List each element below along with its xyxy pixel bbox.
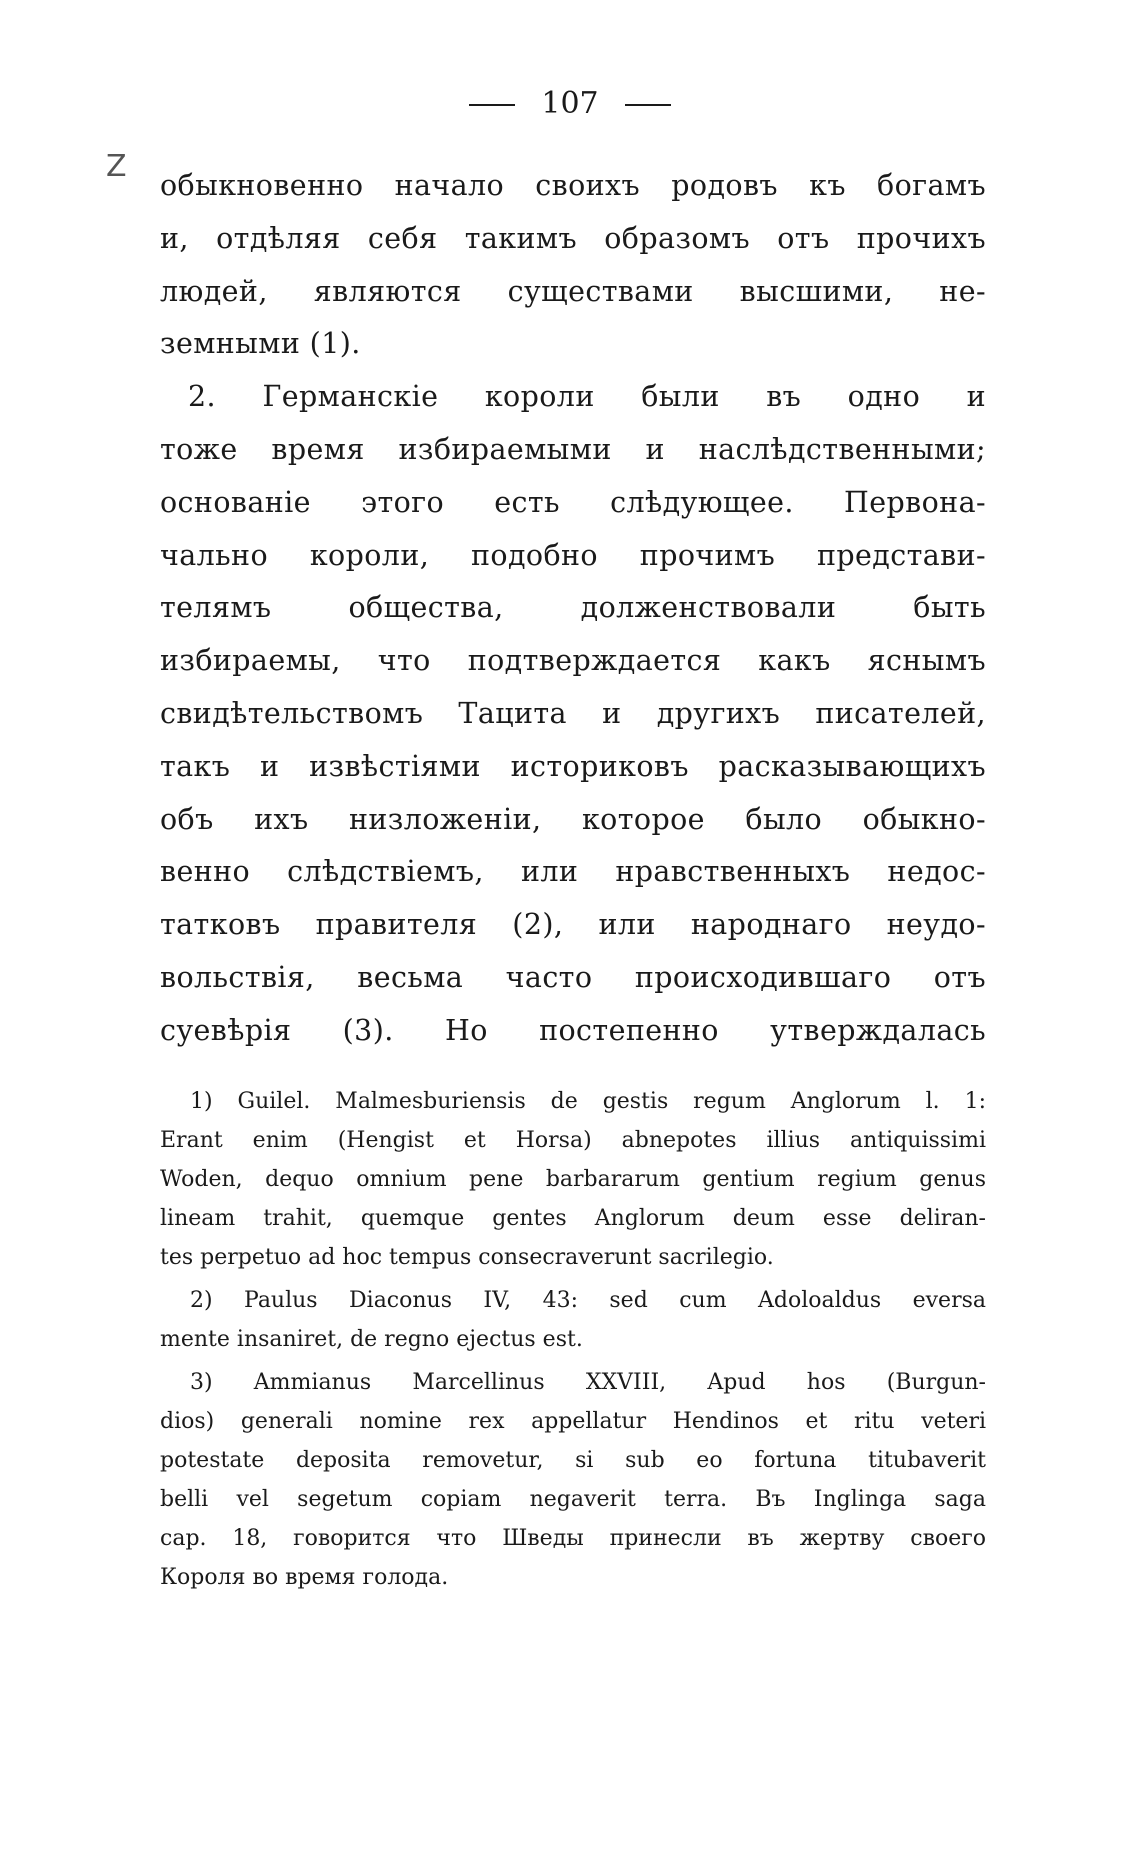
header-dash-left xyxy=(469,104,515,106)
text-line: чально короли, подобно прочимъ представи- xyxy=(160,538,986,572)
text-line: вольствія, весьма часто происходившаго отъ xyxy=(160,960,986,994)
paragraph-1 xyxy=(160,160,986,371)
text-line: и, отдѣляя себя такимъ образомъ отъ прочихъ xyxy=(160,221,986,255)
footnote-line: Короля во время голода. xyxy=(160,1565,449,1590)
footnote-line: tes perpetuo ad hoc tempus consecraverunt sacrilegio. xyxy=(160,1245,774,1270)
footnote-line: cap. 18, говорится что Шведы принесли въ жертву своего xyxy=(160,1526,986,1551)
text-line: обыкновенно начало своихъ родовъ къ богамъ xyxy=(160,169,986,202)
page-number: 107 xyxy=(541,86,599,121)
footnote-line: lineam trahit, quemque gentes Anglorum deum esse deliran- xyxy=(160,1206,986,1231)
footnote-line: 3) Ammianus Marcellinus XXVIII, Apud hos (Burgun- xyxy=(190,1370,986,1395)
text-line: суевѣрія (3). Но постепенно утверждалась xyxy=(160,1013,986,1047)
text-line: 2. Германскіе короли были въ одно и xyxy=(188,380,986,414)
footnote-line: Woden, dequo omnium pene barbararum gentium regium genus xyxy=(160,1167,986,1192)
footnote-line: potestate deposita removetur, si sub eo fortuna titubaverit xyxy=(160,1448,986,1473)
text-line: свидѣтельствомъ Тацита и другихъ писателей, xyxy=(160,696,986,730)
footnote-3 xyxy=(160,1363,986,1597)
text-line: такъ и извѣстіями историковъ расказывающихъ xyxy=(160,749,986,783)
text-line: тоже время избираемыми и наслѣдственными; xyxy=(160,432,986,466)
text-line: людей, являются существами высшими, не- xyxy=(160,274,986,308)
text-line: земными (1). xyxy=(160,327,361,361)
paragraph-2 xyxy=(160,371,986,1057)
text-line: объ ихъ низложеніи, которое было обыкно- xyxy=(160,802,986,836)
footnote-line: dios) generali nomine rex appellatur Hendinos et ritu veteri xyxy=(160,1409,986,1434)
text-line: основаніе этого есть слѣдующее. Первона- xyxy=(160,485,986,519)
footnote-2 xyxy=(160,1281,986,1359)
text-line: татковъ правителя (2), или народнаго неудо- xyxy=(160,908,986,942)
page-header xyxy=(0,84,1140,124)
text-line: венно слѣдствіемъ, или нравственныхъ недос- xyxy=(160,855,986,889)
footnote-1 xyxy=(160,1082,986,1277)
margin-mark: Z xyxy=(106,149,127,184)
footnote-line: belli vel segetum copiam negaverit terra. Въ Inglinga saga xyxy=(160,1487,986,1512)
header-dash-right xyxy=(625,104,671,106)
text-line: избираемы, что подтверждается какъ яснымъ xyxy=(160,644,986,678)
footnote-line: 2) Paulus Diaconus IV, 43: sed cum Adoloaldus eversa xyxy=(190,1288,986,1313)
main-text xyxy=(160,160,986,1058)
footnote-line: 1) Guilel. Malmesburiensis de gestis regum Anglorum l. 1: xyxy=(190,1089,986,1114)
footnotes xyxy=(160,1082,986,1597)
footnote-line: mente insaniret, de regno ejectus est. xyxy=(160,1327,583,1352)
text-line: телямъ общества, долженствовали быть xyxy=(160,591,986,625)
footnote-line: Erant enim (Hengist et Horsa) abnepotes illius antiquissimi xyxy=(160,1128,986,1153)
